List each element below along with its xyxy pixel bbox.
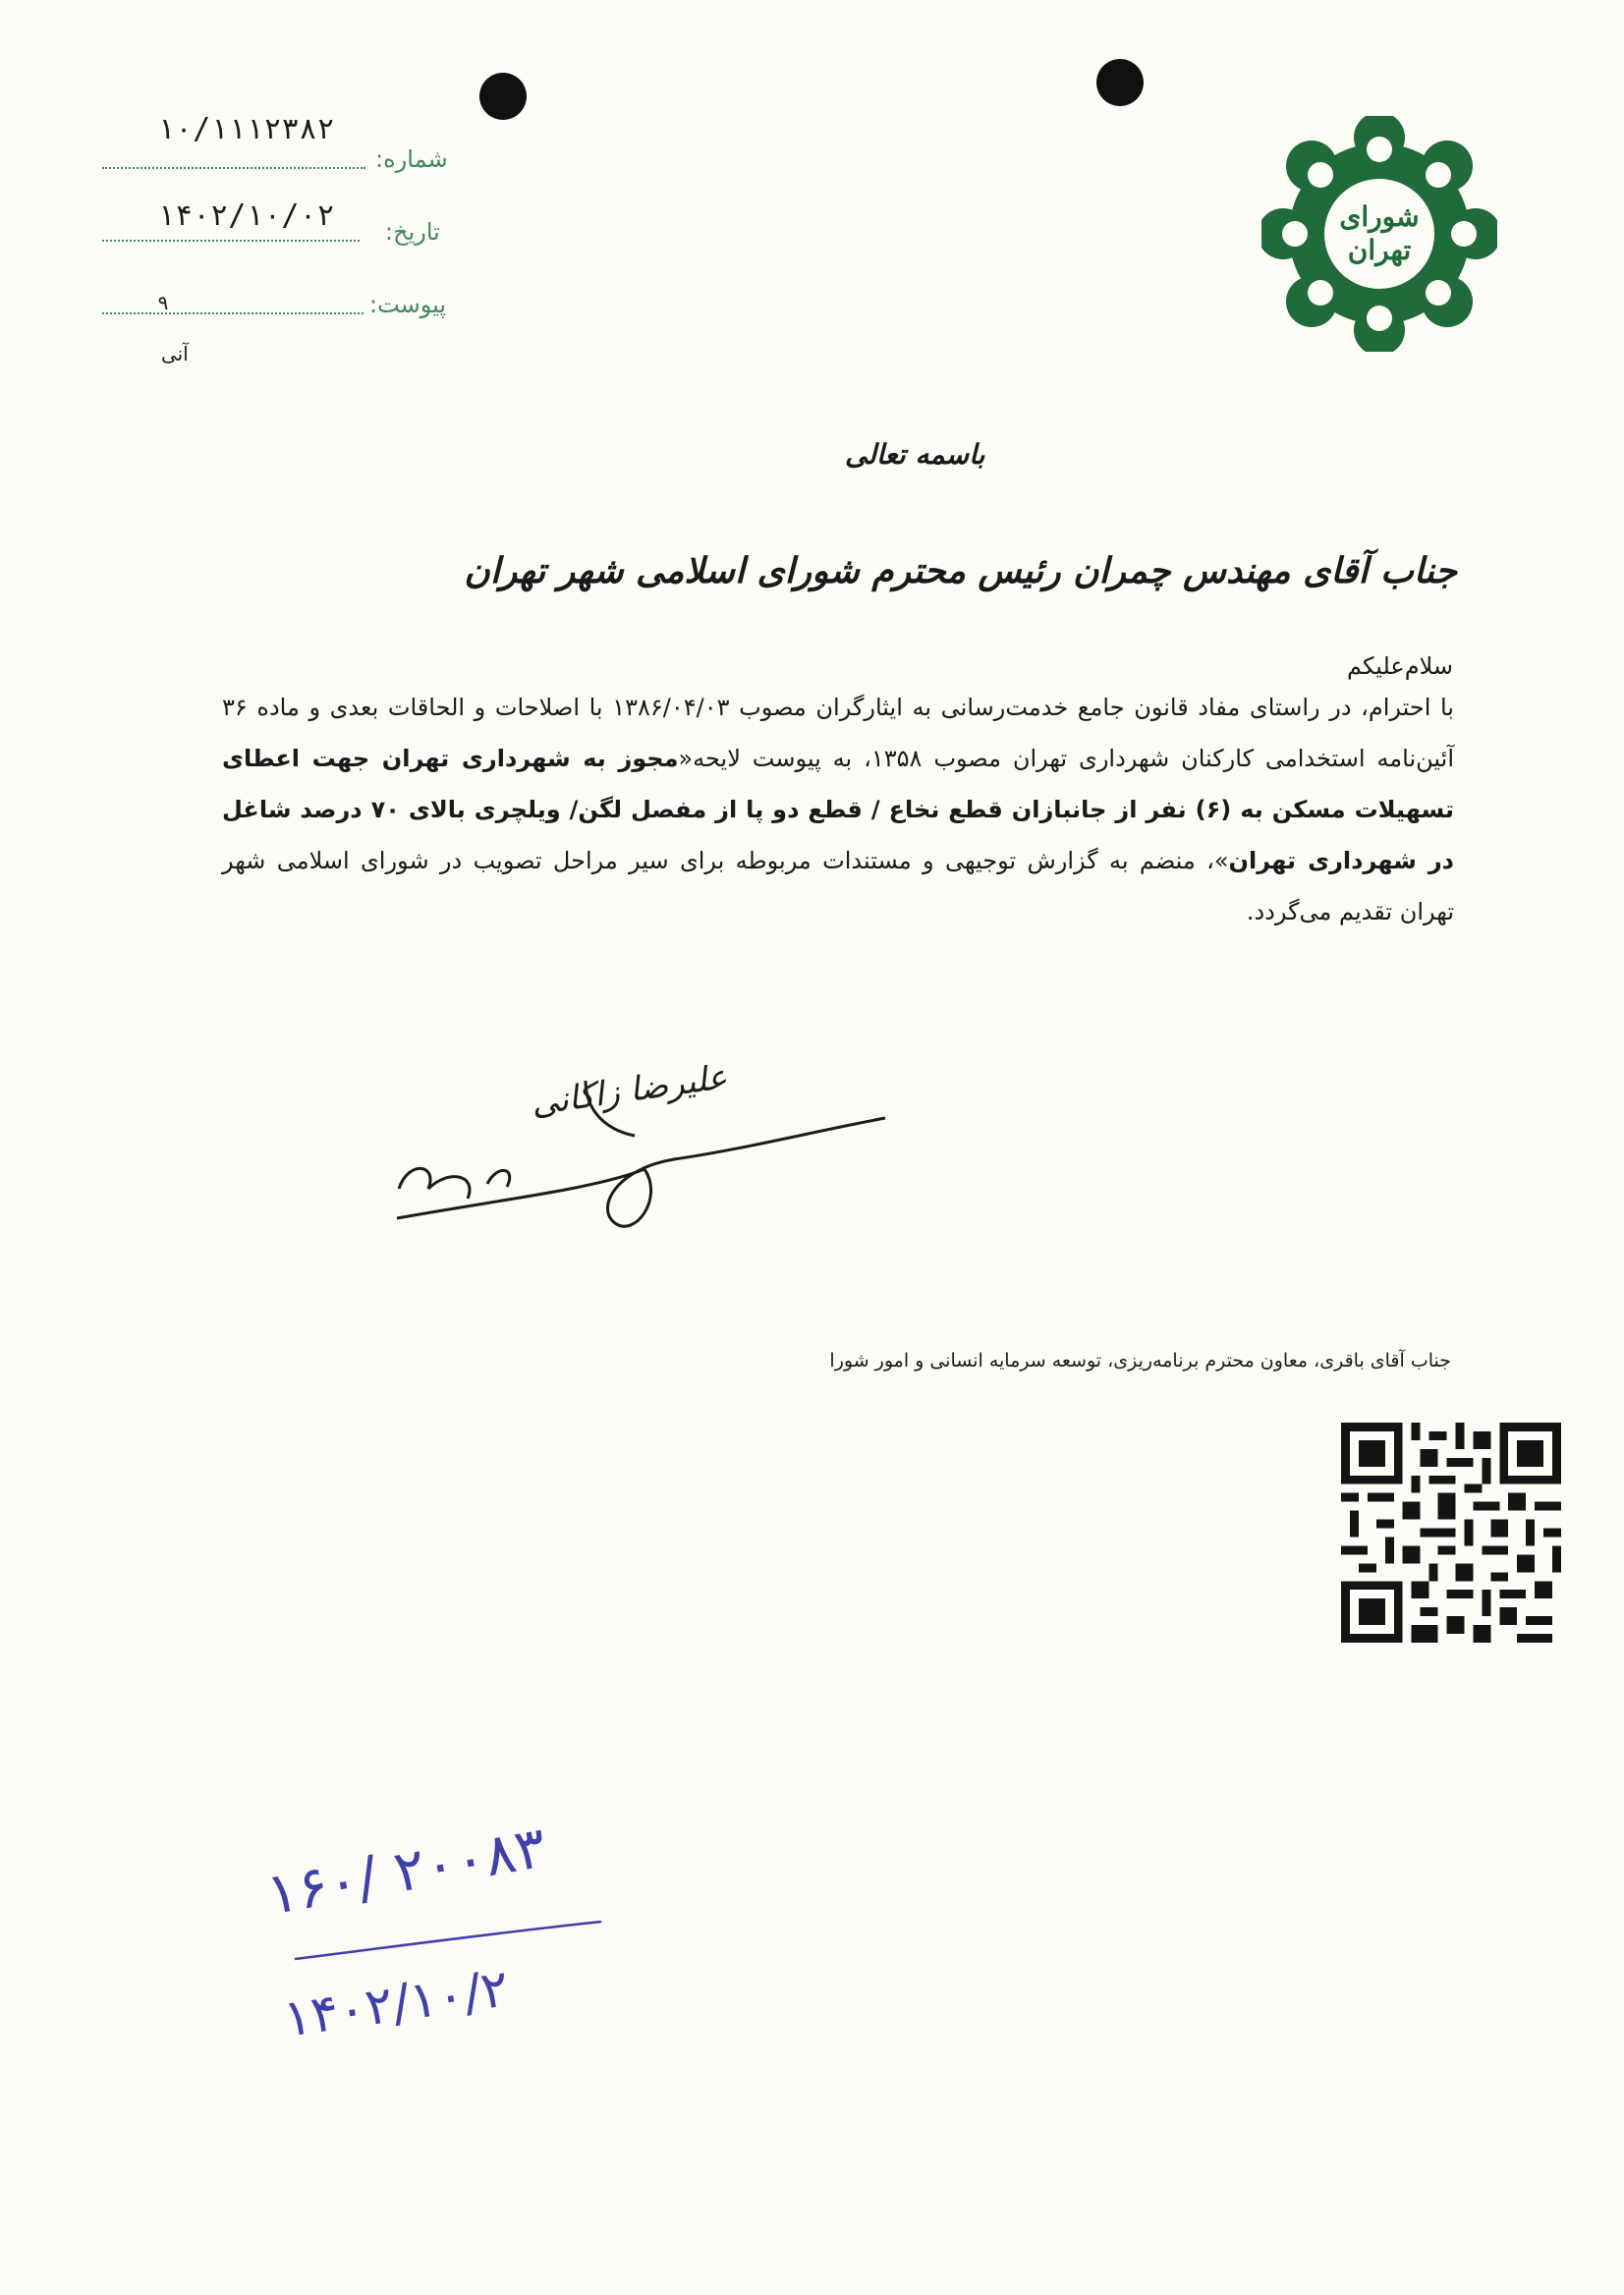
- recipient-line: جناب آقای مهندس چمران رئیس محترم شورای اسلامی شهر تهران: [464, 550, 1457, 591]
- basmala: باسمه تعالی: [845, 438, 985, 471]
- urgency-note: آنی: [161, 342, 189, 365]
- letter-date-value: ۱۴۰۲/۱۰/۰۲: [157, 198, 335, 233]
- letter-number-value: ۱۰/۱۱۱۲۳۸۲: [157, 112, 335, 146]
- logo-text-1: شورای: [1339, 200, 1420, 233]
- handwritten-reference: ۱۶۰/ ۲۰۰۸۳: [261, 1813, 551, 1929]
- attachment-value: ۹: [157, 291, 170, 314]
- logo-text-2: تهران: [1347, 234, 1412, 266]
- punch-hole-right: [1096, 59, 1144, 106]
- letter-date-line: [102, 240, 360, 242]
- body-text-closing: »، منضم به گزارش توجیهی و مستندات مربوطه برای سیر مراحل تصویب در شورای اسلامی شهر تهران تقدیم می‌گردد.: [222, 847, 1454, 925]
- attachment-label: پیوست:: [369, 291, 447, 318]
- letter-body: [222, 682, 1454, 937]
- attachment-line: [102, 312, 364, 314]
- punch-hole-left: [479, 73, 527, 120]
- signature-stroke: [389, 1051, 900, 1248]
- body-text-intro: با احترام، در راستای مفاد قانون جامع خدمت‌رسانی به ایثارگران مصوب ۱۳۸۶/۰۴/۰۳ با اصلاحات و الحاقات بعدی و ماده ۳۶ آئین‌نامه استخدامی کارکنان شهرداری تهران مصوب ۱۳۵۸، به پیوست لایحه«: [222, 694, 1455, 772]
- qr-code: [1340, 1423, 1562, 1643]
- qr-code-icon: [1340, 1423, 1562, 1643]
- letter-number-label: شماره:: [375, 145, 448, 173]
- greeting: سلام‌علیکم: [1346, 652, 1453, 680]
- cc-line: جناب آقای باقری، معاون محترم برنامه‌ریزی، توسعه سرمایه انسانی و امور شورا: [829, 1350, 1451, 1371]
- logo-emblem-icon: [1261, 116, 1497, 352]
- letter-number-line: [102, 167, 365, 169]
- handwritten-underline: [291, 1914, 605, 1963]
- signatory-name: علیرضا زاکانی: [529, 1057, 730, 1124]
- handwritten-date: ۱۴۰۲/۱۰/۲: [279, 1959, 513, 2049]
- letter-date-label: تاریخ:: [385, 218, 440, 246]
- tehran-council-logo: [1261, 116, 1497, 352]
- body-text-bill-title: مجوز به شهرداری تهران جهت اعطای تسهیلات مسکن به (۶) نفر از جانبازان قطع نخاع / قطع دو پا از مفصل لگن/ ویلچری بالای ۷۰ درصد شاغل در شهرداری تهران: [222, 745, 1454, 874]
